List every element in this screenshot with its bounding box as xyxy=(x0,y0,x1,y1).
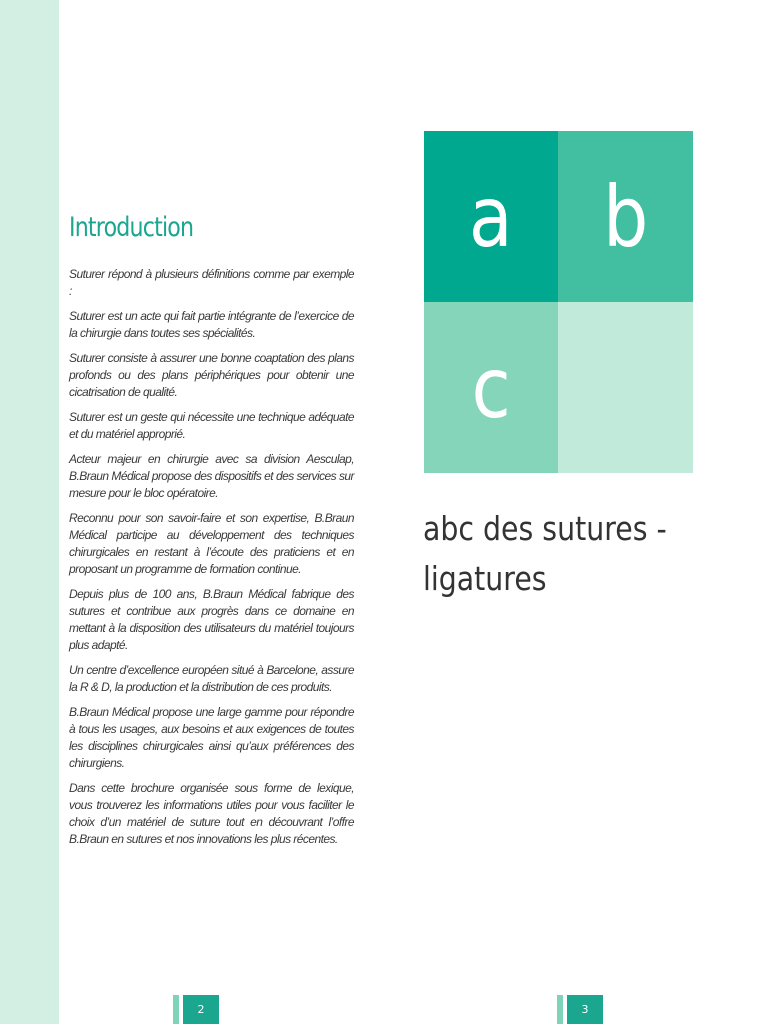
paragraph: Acteur majeur en chirurgie avec sa division Aesculap, B.Braun Médical propose des dispositifs et des services sur mesure pour le bloc opératoire. xyxy=(69,452,354,500)
paragraph: B.Braun Médical propose une large gamme pour répondre à tous les usages, aux besoins et aux exigences de toutes les disciplines chirurgicales ainsi qu’aux préférences des chirurgiens. xyxy=(69,705,354,770)
paragraph: Un centre d’excellence européen situé à Barcelone, assure la R & D, la production et la distribution de ces produits. xyxy=(69,663,354,694)
paragraph: Suturer est un geste qui nécessite une technique adéquate et du matériel approprié. xyxy=(69,410,354,441)
section-heading: Introduction xyxy=(69,212,194,243)
tile-letter: a xyxy=(469,167,513,266)
page-number-box: 2 xyxy=(183,995,219,1024)
tile-letter: c xyxy=(471,338,511,437)
page-tab-strip xyxy=(557,995,563,1024)
tile-letter: b xyxy=(602,167,649,266)
tile-empty xyxy=(558,302,693,473)
paragraph: Dans cette brochure organisée sous forme de lexique, vous trouverez les informations utiles pour vous faciliter le choix d’un matériel de suture tout en découvrant l’offre B.Braun en sutures et nos innovations les plus récentes. xyxy=(69,781,354,846)
paragraph: Depuis plus de 100 ans, B.Braun Médical fabrique des sutures et contribue aux progrès dans ce domaine en mettant à la disposition des utilisateurs du matériel toujours plus adapté. xyxy=(69,587,354,652)
abc-logo-grid xyxy=(424,131,693,473)
page-number-box: 3 xyxy=(567,995,603,1024)
intro-text xyxy=(69,266,354,856)
document-title: abc des sutures - ligatures xyxy=(423,509,667,598)
page-number-left xyxy=(173,995,219,1024)
page-number-right xyxy=(557,995,603,1024)
tile-a xyxy=(424,131,558,302)
tile-b xyxy=(558,131,693,302)
paragraph: Reconnu pour son savoir-faire et son expertise, B.Braun Médical participe au développement des techniques chirurgicales en restant à l’écoute des praticiens et en proposant un programme de formation continue. xyxy=(69,511,354,576)
paragraph: Suturer est un acte qui fait partie intégrante de l’exercice de la chirurgie dans toutes ses spécialités. xyxy=(69,309,354,340)
page-tab-strip xyxy=(173,995,179,1024)
paragraph: Suturer consiste à assurer une bonne coaptation des plans profonds ou des plans périphériques pour obtenir une cicatrisation de qualité. xyxy=(69,351,354,399)
paragraph: Suturer répond à plusieurs définitions comme par exemple : xyxy=(69,267,354,298)
tile-c xyxy=(424,302,558,473)
left-margin-band xyxy=(0,0,59,1024)
